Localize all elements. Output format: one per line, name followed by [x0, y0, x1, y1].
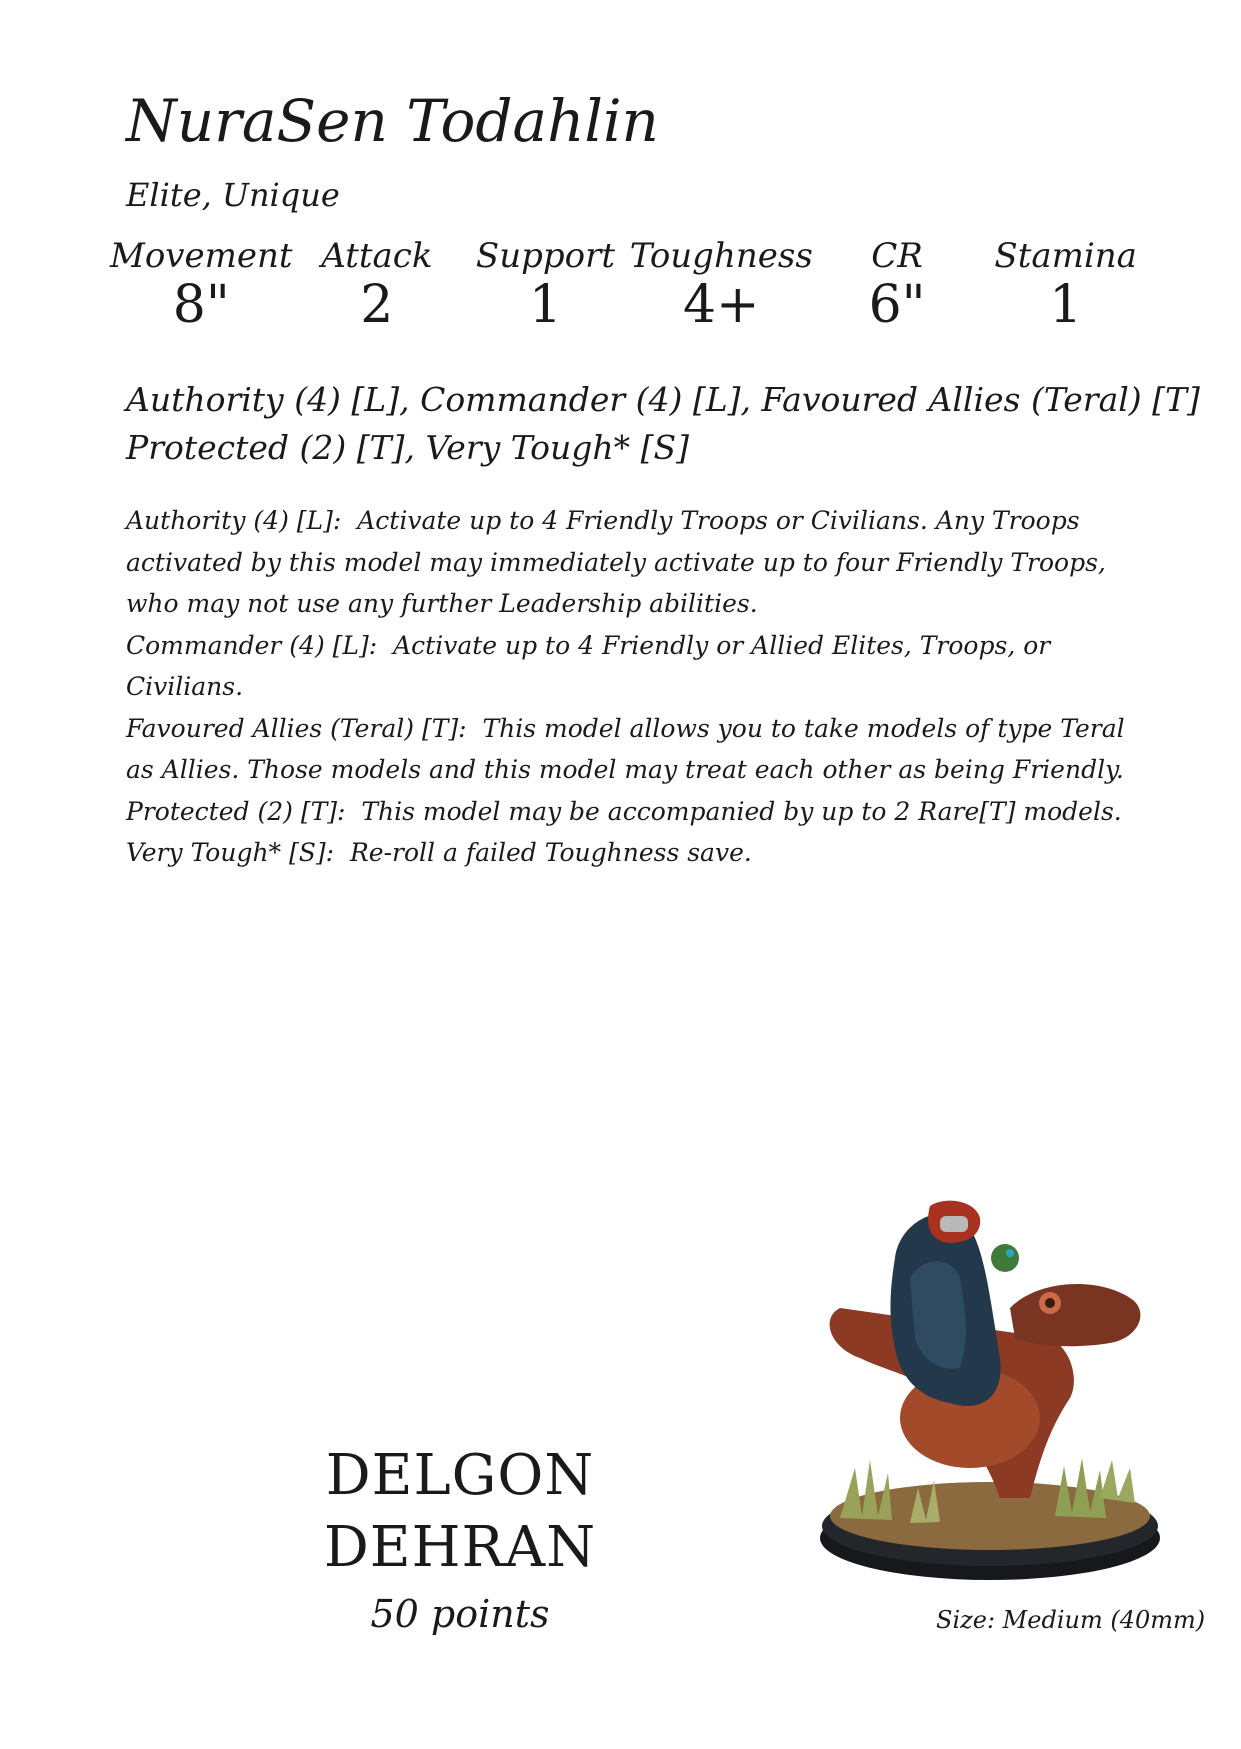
rules-text	[126, 500, 1146, 874]
miniature-photo	[800, 1198, 1180, 1588]
trait-summary	[126, 376, 1200, 472]
rule-name: Favoured Allies (Teral) [T]:	[126, 713, 467, 743]
stat-label: Stamina	[994, 236, 1137, 276]
faction-line: DELGON	[325, 1443, 595, 1508]
faction-line: DEHRAN	[323, 1515, 597, 1580]
stat-label: Movement	[110, 236, 293, 276]
stat-attack	[293, 236, 462, 334]
faction-name	[290, 1440, 630, 1584]
card-type-line: Elite, Unique	[126, 176, 340, 214]
rule-name: Authority (4) [L]:	[126, 506, 342, 535]
rule-name: Protected (2) [T]:	[126, 796, 346, 826]
stat-support	[461, 236, 630, 334]
trait-line: Protected (2) [T], Very Tough* [S]	[126, 428, 690, 467]
rule-text: Activate up to 4 Friendly or Allied Elites, Troops, or Civilians.	[126, 630, 1051, 701]
stat-value: 1	[1049, 274, 1083, 335]
rule-authority	[126, 500, 1146, 625]
stat-value: 8"	[172, 274, 230, 335]
points-cost: 50 points	[370, 1592, 550, 1636]
stat-value: 6"	[868, 274, 926, 335]
trait-line: Authority (4) [L], Commander (4) [L], Favoured Allies (Teral) [T]	[126, 380, 1200, 419]
rule-name: Commander (4) [L]:	[126, 630, 378, 660]
rule-text: This model allows you to take models of type Teral as Allies. Those models and this model may treat each other as being Friendly.	[126, 713, 1125, 784]
rule-text: Re-roll a failed Toughness save.	[349, 838, 752, 867]
rule-text: This model may be accompanied by up to 2 Rare[T] models.	[361, 796, 1122, 826]
stat-stamina	[981, 236, 1150, 334]
stat-label: Attack	[321, 236, 433, 276]
stat-block	[110, 236, 1150, 334]
stat-label: Support	[475, 236, 616, 276]
stat-label: CR	[871, 236, 923, 276]
rule-name: Very Tough* [S]:	[126, 838, 335, 867]
stat-movement	[110, 236, 293, 334]
stat-value: 2	[360, 274, 394, 335]
rule-text: Activate up to 4 Friendly Troops or Civilians. Any Troops activated by this model may immediately activate up to four Friendly Troops, who may not use any further Leadership abilities.	[126, 506, 1106, 618]
rule-favoured-allies	[126, 708, 1146, 791]
rule-very-tough	[126, 832, 1146, 874]
stat-value: 4+	[682, 274, 760, 335]
stat-value: 1	[528, 274, 563, 335]
base-size: Size: Medium (40mm)	[936, 1606, 1206, 1634]
rule-commander	[126, 625, 1146, 708]
stat-cr	[813, 236, 982, 334]
rule-protected	[126, 791, 1146, 833]
stat-toughness	[630, 236, 813, 334]
stat-label: Toughness	[629, 236, 813, 276]
card-title: NuraSen Todahlin	[126, 87, 659, 155]
